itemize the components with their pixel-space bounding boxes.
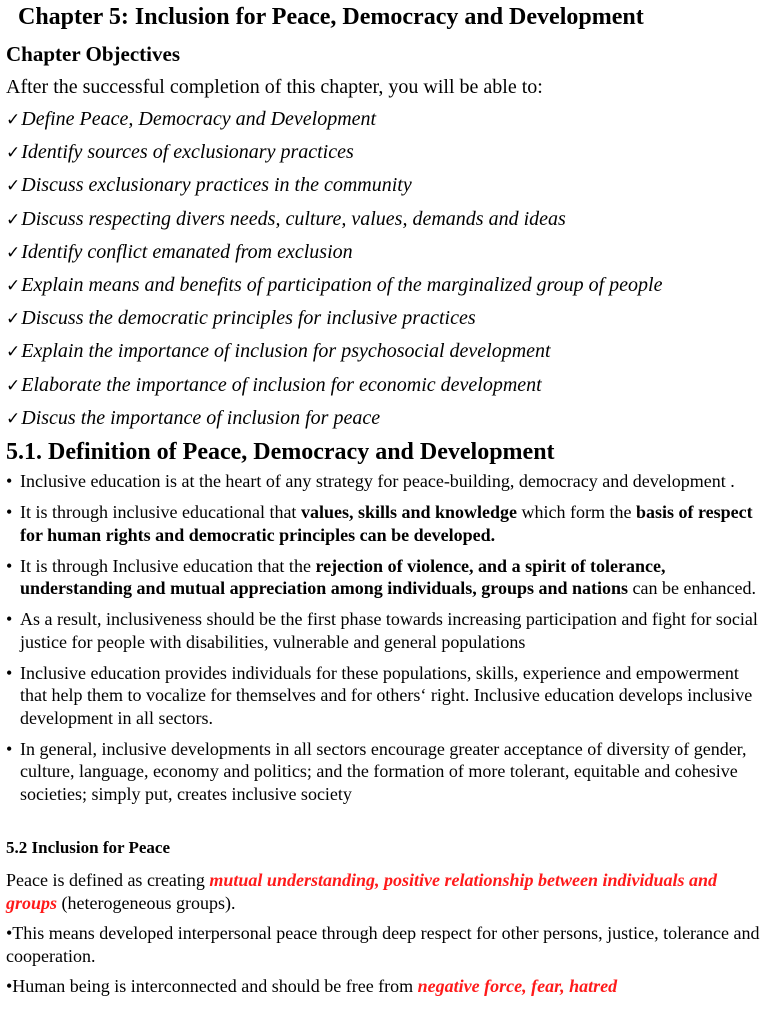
paragraph-text: (heterogeneous groups). [57,892,236,913]
objective-text: Discuss respecting divers needs, culture, values, demands and ideas [21,207,566,230]
bullet-text: Inclusive education provides individuals for these populations, skills, experience and empowerment that help them to vocalize for themselves and for others‘ right. Inclusive education develops inclusive development in all sectors. [20,662,753,728]
paragraph-text: Peace is defined as creating [6,870,210,891]
objective-text: Elaborate the importance of inclusion for economic development [21,373,542,396]
objective-text: Explain means and benefits of participation of the marginalized group of people [21,274,663,297]
bullet-item [6,470,762,493]
bullet-item [6,555,762,600]
objectives-heading: Chapter Objectives [6,42,180,66]
objective-text: Discuss exclusionary practices in the community [21,174,412,197]
objective-item [6,169,762,202]
bullet-text: which form the [517,502,636,523]
check-icon: ✓ [6,309,21,330]
objective-item [6,236,762,269]
check-icon: ✓ [6,276,21,297]
bullet-item [6,608,762,653]
objective-item [6,269,762,302]
section-5-1-heading: 5.1. Definition of Peace, Democracy and Development [6,439,555,466]
objective-text: Discus the importance of inclusion for peace [21,406,381,429]
chapter-title: Chapter 5: Inclusion for Peace, Democracy and Development [18,4,644,30]
bullet-icon: • [6,609,13,630]
bullet-text: It is through Inclusive education that the [20,555,316,576]
bullet-item [6,738,762,806]
bullet-item [6,662,762,730]
bullet-text: In general, inclusive developments in all sectors encourage greater acceptance of diversity of gender, culture, language, economy and politics; and the formation of more tolerant, equitable and cohesive societies; simply put, creates inclusive society [20,738,747,804]
interpersonal-peace-paragraph: •This means developed interpersonal peace through deep respect for other persons, justice, tolerance and cooperation. [6,923,760,966]
objective-item [6,302,762,335]
check-icon: ✓ [6,110,21,130]
peace-definition-paragraph [6,869,762,914]
objectives-intro: After the successful completion of this chapter, you will be able to: [6,76,543,98]
bullet-item [6,501,762,546]
section-5-1-bullets [6,470,762,805]
objective-item [6,103,762,136]
check-icon: ✓ [6,209,21,230]
objective-item [6,402,762,435]
objective-item [6,203,762,236]
bullet-icon: • [6,502,13,523]
bullet-text: As a result, inclusiveness should be the first phase towards increasing participation and fight for social justice for people with disabilities, vulnerable and general populations [20,609,758,652]
bullet-emphasis: values, skills and knowledge [300,502,517,523]
bullet-icon: • [6,471,13,492]
objective-text: Define Peace, Democracy and Development [21,108,377,130]
paragraph-text: •Human being is interconnected and should be free from [6,976,418,997]
check-icon: ✓ [6,176,21,197]
check-icon: ✓ [6,242,21,263]
objective-item [6,369,762,402]
objective-item [6,335,762,368]
bullet-icon: • [6,662,13,683]
bullet-text: It is through inclusive educational that [20,502,301,523]
bullet-text: can be enhanced. [628,578,756,599]
check-icon: ✓ [6,408,21,429]
objective-text: Discuss the democratic principles for inclusive practices [21,307,476,330]
bullet-icon: • [6,738,13,759]
check-icon: ✓ [6,375,21,396]
bullet-emphasis: rejection of violence, and a spirit of tolerance, understanding and mutual appreciation among individuals, groups and nations [20,555,666,599]
highlighted-text: negative force, fear, hatred [417,976,618,997]
bullet-icon: • [6,555,13,576]
highlighted-text: mutual understanding, positive relationship between individuals and groups [6,870,718,913]
interconnected-paragraph [6,975,762,998]
objective-text: Identify sources of exclusionary practices [21,141,354,164]
section-5-2-heading: 5.2 Inclusion for Peace [6,838,171,858]
objective-item [6,136,762,169]
check-icon: ✓ [6,143,21,164]
objective-text: Explain the importance of inclusion for psychosocial development [21,340,551,363]
objective-text: Identify conflict emanated from exclusion [21,240,353,263]
check-icon: ✓ [6,342,21,363]
bullet-emphasis: basis of respect for human rights and democratic principles can be developed. [20,502,753,545]
objectives-list [6,103,762,435]
bullet-text: Inclusive education is at the heart of any strategy for peace-building, democracy and development . [20,471,735,492]
